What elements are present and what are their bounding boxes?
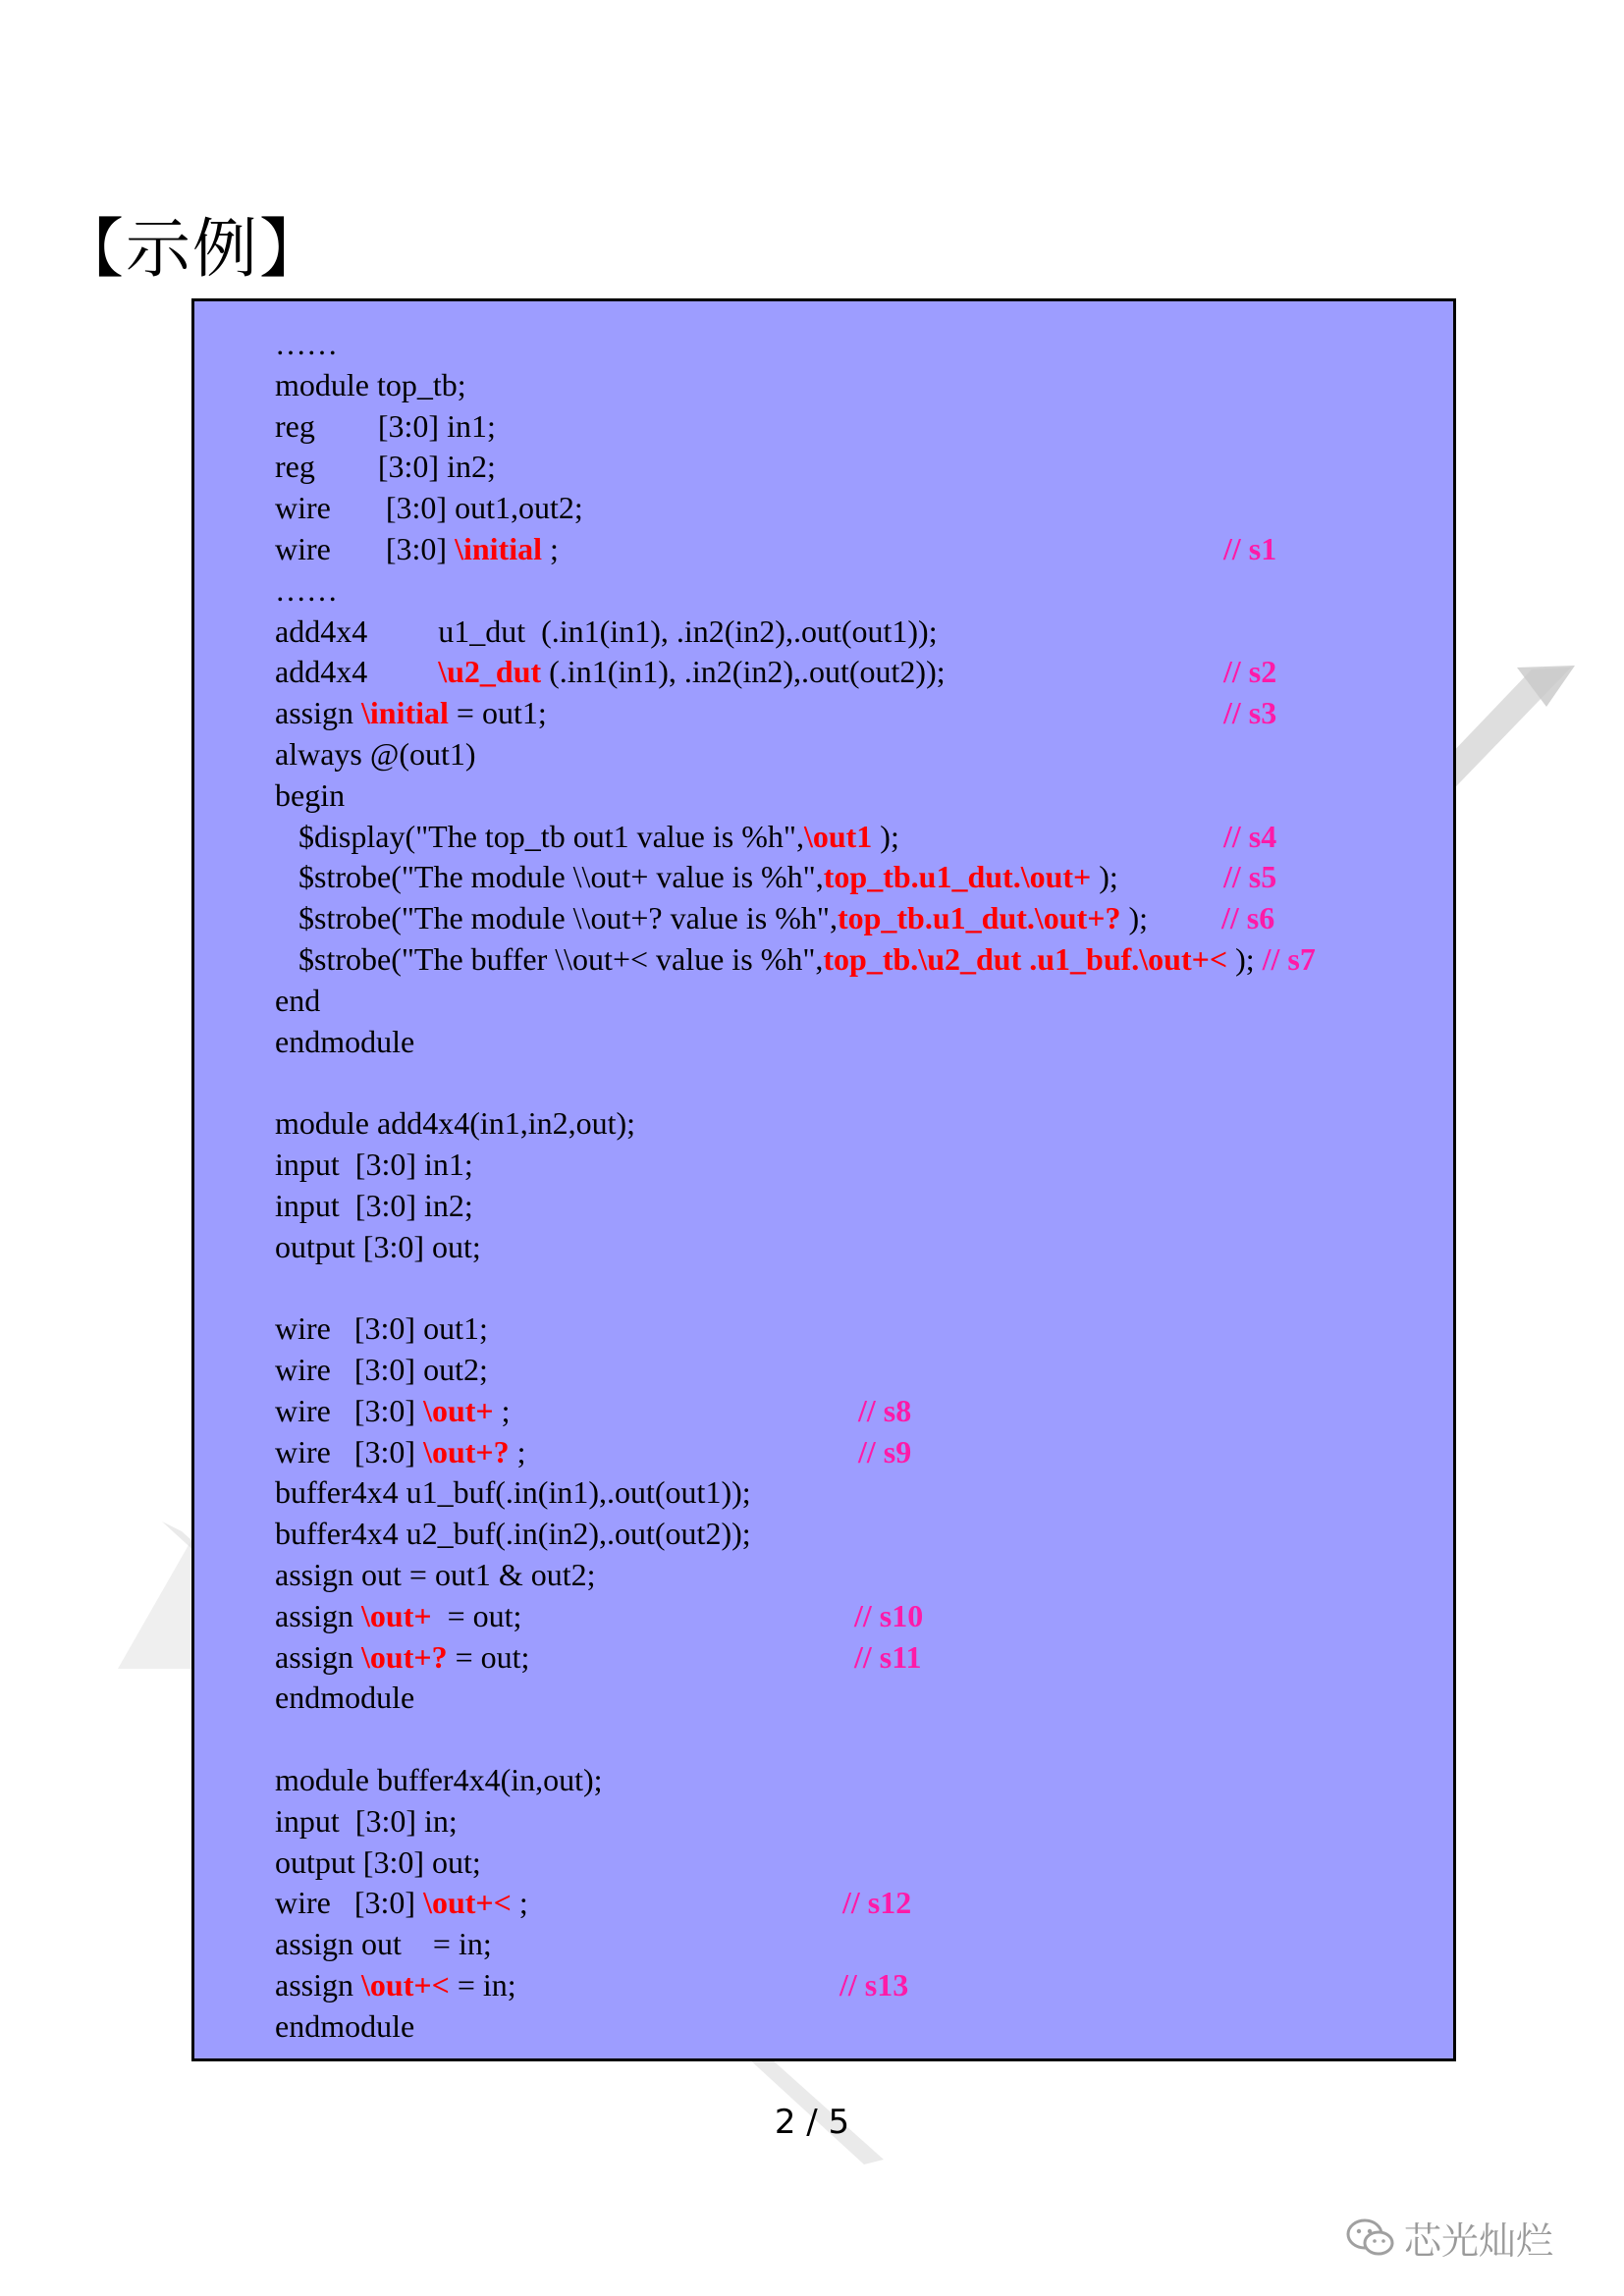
code-line xyxy=(275,528,559,569)
code-text: wire [3:0] xyxy=(275,1392,424,1428)
code-identifier: \out+? xyxy=(361,1638,448,1675)
code-line xyxy=(275,1185,473,1226)
code-text: ; xyxy=(493,1392,511,1428)
code-line xyxy=(275,1471,751,1513)
code-text: wire [3:0] xyxy=(275,1433,424,1469)
code-text: assign out = out1 & out2; xyxy=(275,1557,596,1592)
code-text: assign xyxy=(275,1638,361,1675)
code-identifier: \out+? xyxy=(423,1433,510,1469)
code-text: $strobe("The module \\out+ value is %h", xyxy=(275,859,824,895)
code-text: module buffer4x4(in,out); xyxy=(275,1762,603,1797)
code-line xyxy=(275,569,338,611)
code-text: buffer4x4 u2_buf(.in(in2),.out(out2)); xyxy=(275,1516,751,1552)
code-text: wire [3:0] out1; xyxy=(275,1310,488,1347)
code-text: …… xyxy=(275,326,338,361)
code-comment: // s6 xyxy=(1221,900,1275,936)
code-comment: // s1 xyxy=(1223,531,1277,566)
code-text: reg [3:0] in2; xyxy=(275,449,496,485)
code-comment: // s2 xyxy=(1223,654,1277,690)
code-text: ; xyxy=(541,531,559,566)
code-text: assign xyxy=(275,695,361,731)
code-text: wire [3:0] xyxy=(275,531,456,566)
code-comment: // s3 xyxy=(1223,695,1277,731)
code-line xyxy=(275,1882,528,1923)
code-identifier: \out+ xyxy=(423,1392,494,1428)
code-line xyxy=(275,1677,414,1718)
code-identifier: \out+< xyxy=(361,1967,450,2002)
code-line xyxy=(275,2005,414,2047)
code-line xyxy=(275,856,1118,897)
code-text: $strobe("The module \\out+? value is %h", xyxy=(275,900,838,936)
code-block xyxy=(191,298,1456,2061)
code-line xyxy=(275,980,320,1021)
code-text: begin xyxy=(275,776,346,813)
code-identifier: top_tb.u1_dut.\out+? xyxy=(837,900,1121,936)
code-line xyxy=(275,323,338,364)
code-text: module top_tb; xyxy=(275,366,466,402)
code-identifier: \out+ xyxy=(361,1597,432,1633)
code-line xyxy=(275,1842,481,1883)
code-text: assign xyxy=(275,1967,361,2002)
code-comment: // s10 xyxy=(854,1597,924,1633)
code-text: add4x4 xyxy=(275,654,439,690)
code-text: ); xyxy=(1227,941,1255,977)
code-identifier: \initial xyxy=(361,695,449,731)
code-text: end xyxy=(275,982,321,1018)
code-line xyxy=(275,651,946,692)
code-text: $display("The top_tb out1 value is %h", xyxy=(275,818,804,854)
code-line xyxy=(275,1759,603,1800)
code-text: assign out = in; xyxy=(275,1926,492,1962)
code-text: $strobe("The buffer \\out+< value is %h", xyxy=(275,941,824,977)
code-line xyxy=(275,692,547,733)
code-text: ; xyxy=(509,1433,526,1469)
code-text: …… xyxy=(275,571,338,608)
code-line xyxy=(275,733,476,774)
code-line xyxy=(275,1636,529,1678)
code-text: module add4x4(in1,in2,out); xyxy=(275,1105,636,1142)
code-text: ); xyxy=(1091,859,1118,895)
code-line xyxy=(275,774,345,816)
code-identifier: \out1 xyxy=(803,818,873,854)
code-line xyxy=(275,364,466,405)
code-text: = out; xyxy=(431,1597,522,1633)
code-comment: // s8 xyxy=(858,1392,912,1428)
brand-label: 芯光灿烂 xyxy=(1404,2219,1554,2263)
code-line xyxy=(275,487,583,528)
code-line xyxy=(275,1513,751,1554)
section-heading: 【示例】 xyxy=(59,211,326,287)
code-line xyxy=(275,1308,488,1349)
code-line xyxy=(275,446,496,487)
code-comment: // s13 xyxy=(839,1967,909,2002)
code-text: endmodule xyxy=(275,2007,415,2044)
code-text: output [3:0] out; xyxy=(275,1228,481,1264)
code-text: wire [3:0] xyxy=(275,1885,424,1921)
code-line xyxy=(275,405,496,447)
code-line xyxy=(275,1144,473,1185)
code-line xyxy=(275,1964,516,2005)
code-text: ); xyxy=(1120,900,1149,936)
code-identifier: \u2_dut xyxy=(438,654,542,690)
page-number: 2 / 5 xyxy=(774,2103,850,2142)
code-line xyxy=(275,897,1148,938)
code-line xyxy=(275,1226,481,1267)
code-comment: // s7 xyxy=(1254,941,1316,977)
code-text: add4x4 u1_dut (.in1(in1), .in2(in2),.out(out1)); xyxy=(275,613,938,649)
code-line xyxy=(275,1021,414,1062)
code-text: ); xyxy=(872,818,899,854)
code-text: always @(out1) xyxy=(275,736,476,772)
code-text: input [3:0] in1; xyxy=(275,1147,473,1182)
code-text: = out1; xyxy=(448,695,547,731)
code-line xyxy=(275,1595,521,1636)
code-text: (.in1(in1), .in2(in2),.out(out2)); xyxy=(541,654,946,690)
code-comment: // s9 xyxy=(858,1433,912,1469)
code-comment: // s12 xyxy=(842,1885,912,1921)
code-identifier: \out+< xyxy=(423,1885,512,1921)
code-line xyxy=(275,1554,596,1595)
code-line xyxy=(275,1390,511,1431)
code-line xyxy=(275,1102,635,1144)
code-line xyxy=(275,816,899,857)
code-text: wire [3:0] out1,out2; xyxy=(275,490,583,526)
code-text: wire [3:0] out2; xyxy=(275,1352,488,1387)
code-identifier: top_tb.u1_dut.\out+ xyxy=(823,859,1092,895)
code-text: assign xyxy=(275,1597,361,1633)
code-text: endmodule xyxy=(275,1680,415,1716)
code-text: = in; xyxy=(449,1967,516,2002)
code-text: ; xyxy=(511,1885,528,1921)
code-text: input [3:0] in2; xyxy=(275,1187,473,1223)
code-identifier: top_tb.\u2_dut .u1_buf.\out+< xyxy=(823,941,1228,977)
code-text: endmodule xyxy=(275,1023,415,1059)
code-text: reg [3:0] in1; xyxy=(275,407,496,444)
code-comment: // s5 xyxy=(1223,859,1277,895)
code-comment: // s11 xyxy=(854,1638,922,1675)
code-line xyxy=(275,938,1316,980)
code-line xyxy=(275,1349,488,1390)
code-line xyxy=(275,611,938,652)
wechat-icon xyxy=(1345,2216,1396,2260)
code-line xyxy=(275,1923,492,1964)
code-text: output [3:0] out; xyxy=(275,1843,481,1880)
brand-watermark xyxy=(1345,2211,1553,2265)
code-text: = out; xyxy=(447,1638,530,1675)
code-comment: // s4 xyxy=(1223,818,1277,854)
code-identifier: \initial xyxy=(455,531,542,566)
code-line xyxy=(275,1800,458,1842)
code-line xyxy=(275,1431,526,1472)
code-text: input [3:0] in; xyxy=(275,1802,458,1839)
code-text: buffer4x4 u1_buf(.in(in1),.out(out1)); xyxy=(275,1474,751,1511)
